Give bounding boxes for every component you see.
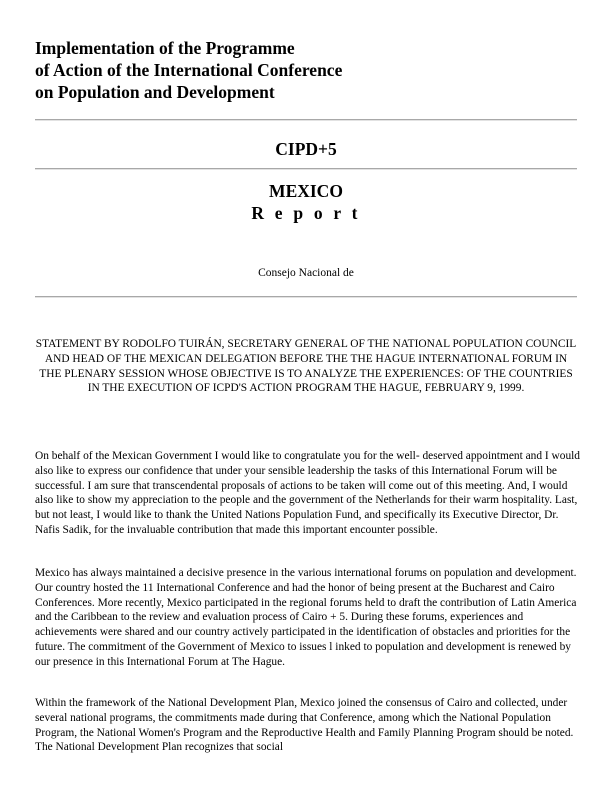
horizontal-rule [35, 119, 577, 121]
body-paragraph: Within the framework of the National Development Plan, Mexico joined the consensus of Cairo and collected, under several national programs, the commitments made during that Conference, among which the National Population Program, the National Women's Program and the Reproductive Health and Family Planning Program should be noted. The National Development Plan recognizes that social [35, 697, 574, 754]
document-title [35, 37, 595, 103]
report-heading: R e p o r t [251, 203, 361, 223]
title-line: Implementation of the Programme [35, 38, 295, 58]
body-paragraph: On behalf of the Mexican Government I would like to congratulate you for the well- deserved appointment and I would also like to express our confidence that under your sensible leadership the tasks of this International Forum will be successful. I am sure that transcendental proposals of actions to be taken will come out of this meeting. And, I would also like to show my appreciation to the people and the government of the Netherlands for their warm hospitality. Last, but not least, I would like to thank the United Nations Population Fund, and specifically its Executive Director, Dr. Nafis Sadik, for the invaluable contribution that made this important encounter possible. [35, 450, 581, 536]
country-heading: MEXICO [269, 181, 343, 201]
title-line: on Population and Development [35, 82, 275, 102]
horizontal-rule [35, 168, 577, 170]
horizontal-rule [35, 296, 577, 298]
conference-code: CIPD+5 [275, 139, 337, 159]
title-line: of Action of the International Conference [35, 60, 343, 80]
body-paragraph: Mexico has always maintained a decisive presence in the various international forums on population and development. Our country hosted the 11 International Conference and had the honor of being present at the Bucharest and Cairo Conferences. More recently, Mexico participated in the regional forums held to draft the contribution of Latin America and the Caribbean to the review and evaluation process of Cairo + 5. During these forums, experiences and achievements were shared and our country actively participated in the identification of obstacles and priorities for the future. The commitment of the Government of Mexico to issues l inked to population and development is renewed by our presence in this International Forum at The Hague. [35, 567, 577, 668]
council-name: Consejo Nacional de [258, 267, 354, 279]
statement-heading: STATEMENT BY RODOLFO TUIRÁN, SECRETARY GENERAL OF THE NATIONAL POPULATION COUNCIL AND HEAD OF THE MEXICAN DELEGATION BEFORE THE THE HAGUE INTERNATIONAL FORUM IN THE PLENARY SESSION WHOSE OBJECTIVE IS TO ANALYZE THE EXPERIENCES: OF THE COUNTRIES IN THE EXECUTION OF ICPD'S ACTION PROGRAM THE HAGUE, FEBRUARY 9, 1999. [35, 338, 577, 395]
